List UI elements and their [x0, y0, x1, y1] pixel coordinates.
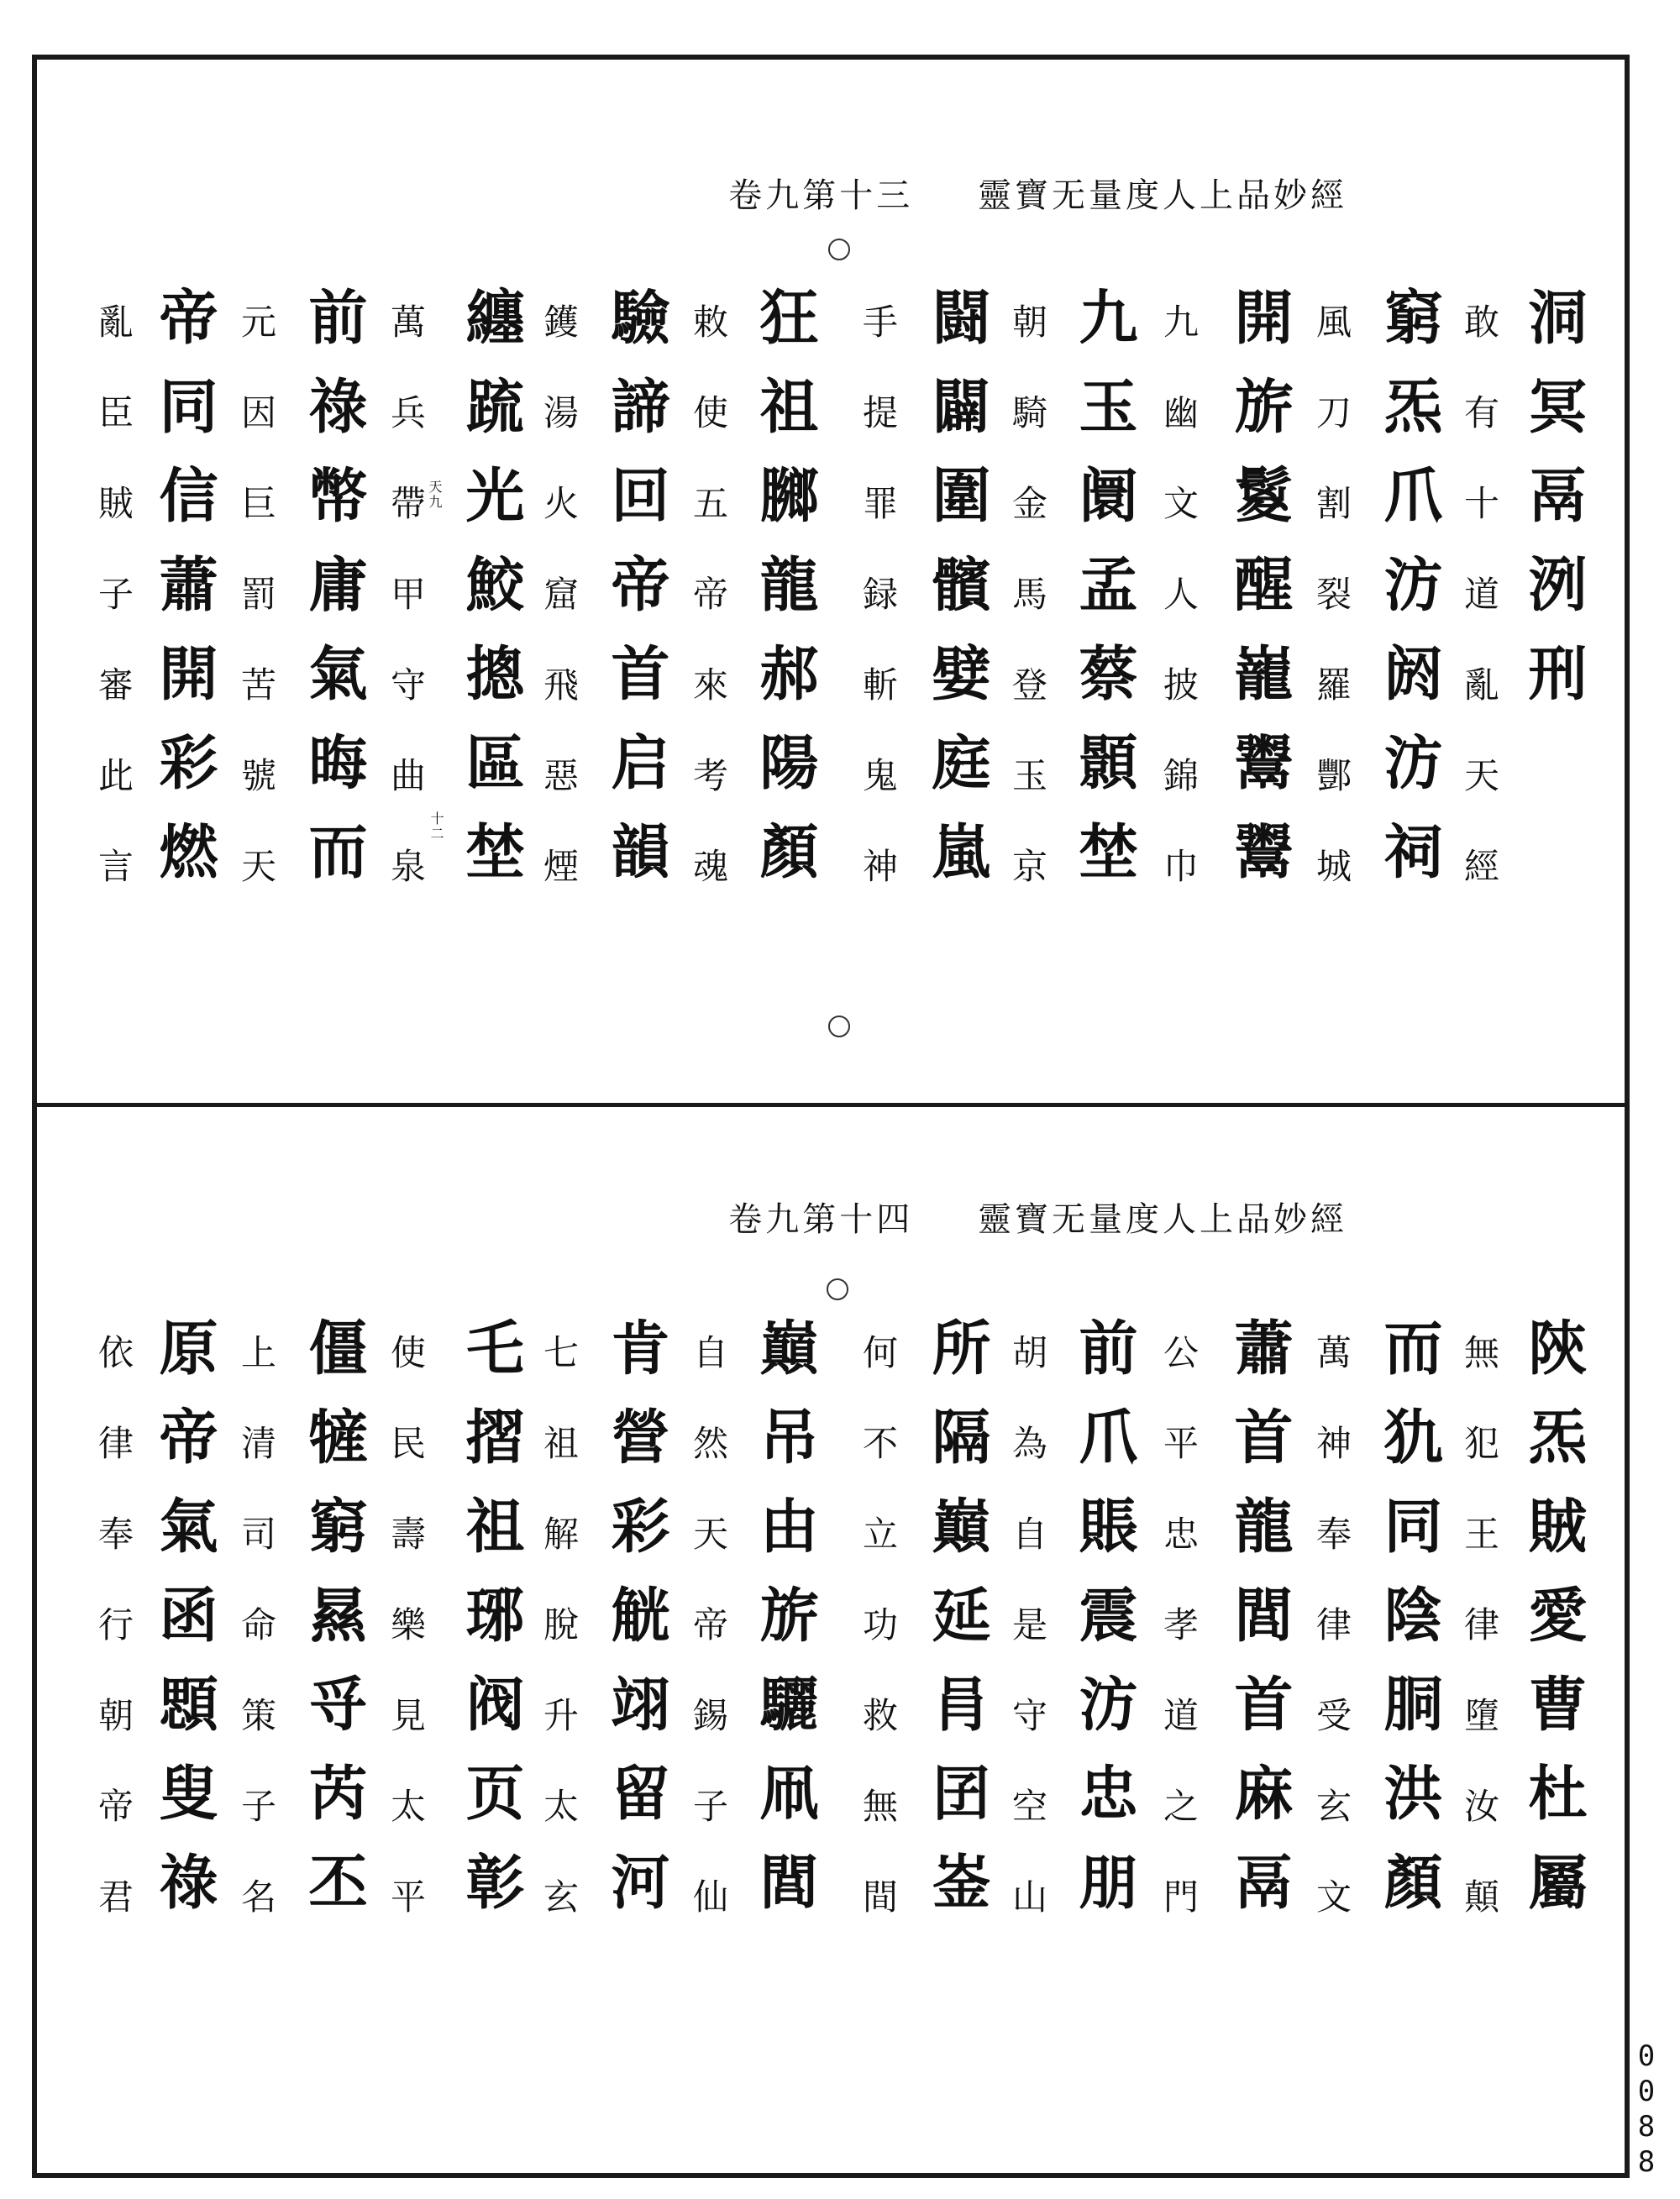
bottom-column-16: 使民壽樂見太平: [386, 1334, 427, 1969]
bottom-panel: [37, 1109, 1625, 2173]
bottom-circle-mark: [827, 1278, 848, 1300]
top-column-4: 風刀割裂羅酆城: [1311, 303, 1352, 938]
top-circle-mark-upper: [828, 239, 850, 260]
bottom-column-3: 而犰同陰胴洪顏: [1374, 1317, 1444, 1940]
top-header-volume: 卷九第十三: [728, 176, 914, 215]
top-header-title: 靈寶无量度人上品妙經: [978, 176, 1347, 215]
top-column-17: 前祿幣庸氣晦而: [299, 286, 369, 910]
top-column-2: 敢有十道亂天經: [1459, 303, 1500, 938]
top-column-13: 驗諦回帝首启韻: [601, 286, 671, 910]
top-column-6: 九幽文人披錦巾: [1158, 303, 1200, 938]
top-column-20: 亂臣賊子審此言: [93, 303, 134, 938]
top-column-1: 洞冥鬲洌刑: [1519, 286, 1588, 732]
top-column-8: 朝騎金馬登玉京: [1007, 303, 1048, 938]
top-column-12: 敕使五帝來考魂: [688, 303, 729, 938]
top-column-11: 狂祖膷龍郝陽顏: [750, 286, 820, 910]
bottom-column-6: 公平忠孝道之門: [1158, 1334, 1200, 1969]
panel-divider: [32, 1103, 1630, 1107]
top-column-15: 纏䟽光鮫摠區埜: [456, 286, 526, 910]
top-column-18: 元因巨罰苦號天: [236, 303, 277, 938]
bottom-column-11: 巔吊由旂驪凧閭: [750, 1317, 820, 1940]
top-column-3: 窮炁爪汸阏汸祠: [1374, 286, 1444, 910]
top-circle-mark-lower: [828, 1016, 850, 1037]
top-column-9: 闘闢圍髕嬖庭嵐: [922, 286, 992, 910]
top-panel: [37, 60, 1625, 1101]
top-column-10: 手提罪録斬鬼神: [858, 303, 899, 938]
bottom-column-18: 上清司命策子名: [236, 1334, 277, 1969]
bottom-panel-header: [625, 1193, 1347, 1240]
bottom-column-19: 原帝氣函顋叟祿: [150, 1317, 219, 1940]
bottom-column-20: 依律奉行朝帝君: [93, 1334, 134, 1969]
bottom-column-14: 七祖解脫升太玄: [538, 1334, 580, 1969]
bottom-column-7: 前爪賬震汸忠朋: [1069, 1317, 1139, 1940]
bottom-column-5: 蕭首龍閭首麻鬲: [1225, 1317, 1294, 1940]
bottom-column-1: 陝炁賊愛曹杜屬: [1519, 1317, 1588, 1940]
bottom-column-4: 萬神奉律受玄文: [1311, 1334, 1352, 1969]
top-panel-header: [625, 169, 1347, 216]
bottom-column-9: 所隔巔延肙囝崟: [922, 1317, 992, 1940]
top-column-16: 萬兵帶甲守曲泉: [386, 303, 427, 938]
bottom-column-17: 僵㹌窮㬎寽芮丕: [299, 1317, 369, 1940]
bottom-column-13: 肯營彩觥翊留河: [601, 1317, 671, 1940]
page-number: 0088: [1630, 2039, 1663, 2181]
top-column-7: 九玉阛孟蔡顥埜: [1069, 286, 1139, 910]
bottom-column-12: 自然天帝錫子仙: [688, 1334, 729, 1969]
top-column-19: 帝同信蕭開彩燃: [150, 286, 219, 910]
top-small-note-a: 天九: [427, 480, 443, 510]
bottom-header-title: 靈寶无量度人上品妙經: [978, 1200, 1347, 1239]
bottom-column-8: 胡為自是守空山: [1007, 1334, 1048, 1969]
bottom-column-15: 乇摺祖琊阀页彰: [456, 1317, 526, 1940]
top-column-14: 鑊湯火窟飛惡煙: [538, 303, 580, 938]
bottom-column-10: 何不立功救無間: [858, 1334, 899, 1969]
bottom-column-2: 無犯王律墮汝顛: [1459, 1334, 1500, 1969]
top-small-note-b: 十二: [428, 811, 444, 842]
bottom-header-volume: 卷九第十四: [728, 1200, 914, 1239]
top-column-5: 開旂鬉醒巃鬻鬻: [1225, 286, 1294, 910]
